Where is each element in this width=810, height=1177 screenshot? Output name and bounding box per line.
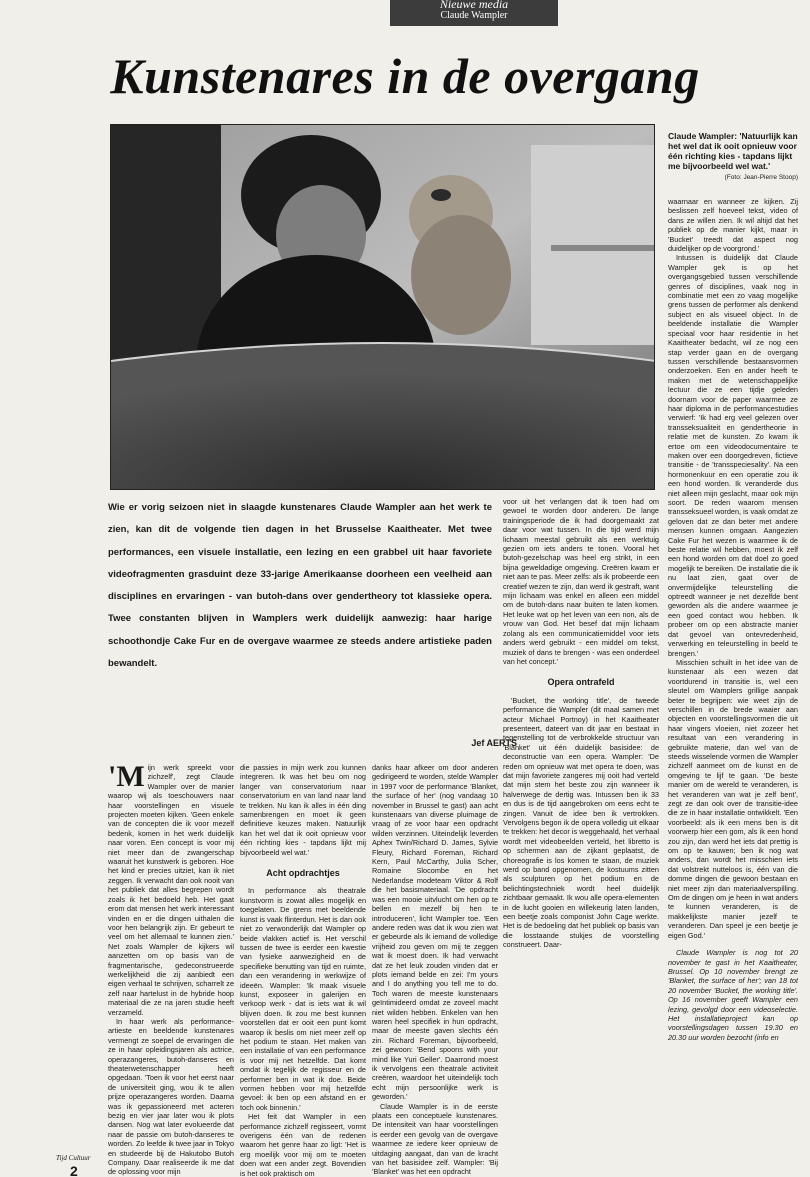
paragraph: voor uit het verlangen dat ik toen had om gewoel te worden door anderen. De lange trainingsperiode die ik had doorgemaakt zat daar voor wat tussen. In die tijd werd mijn lichaam meestal gebruikt als een werktuig gezien om iets anders te tonen. Vooral het butoh-gezelschap was heel erg strikt, in een bijna geweldadige omgeving. Creëren kwam er niet aan te pas. Meer zelfs: als ik probeerde een creatief wezen te zijn, dan werd ik gestraft, want mijn lichaam was enkel en alleen een middel om de butoh-dans naar buiten te laten komen. Het leuke wat op het leven van een non, als de vrouw van God. Het besef dat mijn lichaam zolang als een communicatiemiddel voor iets anders werd gebruikt - een middel om tekst, muziek of dans te brengen - was een onderdeel van het concept.' — [503, 497, 659, 666]
lead-paragraph: Wie er vorig seizoen niet in slaagde kunstenares Claude Wampler aan het werk te zien, kan dit de volgende tien dagen in het Brusselse Kaaitheater. Met twee performances, een visuele installatie, een lezing en een grabbel uit haar favoriete videofragmenten grasduint deze 33-jarige Amerikaanse doorheen een veelheid aan disciplines en ervaringen - van butoh-dans over gendertheory tot klassieke opera. Twee constanten blijven in Wamplers werk duidelijk aanwezig: haar harige schoothondje Cake Fur en de overgave waarmee ze steeds andere artistieke paden bewandelt. — [108, 502, 492, 670]
subheading: Acht opdrachtjes — [266, 868, 340, 879]
publication-mark: Tijd Cultuur — [56, 1154, 91, 1162]
middle-column — [503, 497, 659, 1177]
page-number: 2 — [70, 1163, 78, 1177]
section-label: Nieuwe media — [439, 0, 509, 11]
right-column — [668, 197, 798, 1172]
paragraph: waarnaar en wanneer ze kijken. Zij beslissen zelf hoeveel tekst, video of dans ze willen zien. Ik wil altijd dat het publiek op de manier kijkt, maar in 'Bucket' treedt dat aspect nog duidelijker op de voorgrond.' — [668, 197, 798, 254]
byline: Jef AERTS — [471, 738, 517, 748]
paragraph: In haar werk als performance-artieste en beeldende kunstenares vermengt ze soepel de ervaringen die ze in haar opleidingsjaren als actrice, operazangeres, butoh-danseres en theaterwetenschapper heeft opgedaan. 'Toen ik voor het eerst naar de universiteit ging, wou ik te allen prijze operazangeres worden. Daarna was ik gepassioneerd met acteren bezig en vier jaar later wou ik plots dansen. Nog wat later evolueerde dat naar de passie om butoh-danseres te worden. Zo leefde ik twee jaar in Tokyo en studeerde bij de Hakutobo Butoh Company. Daar realiseerde ik me dat de oplossing voor mijn — [108, 1016, 234, 1177]
paragraph: 'Bucket, the working title', de tweede performance die Wampler (dit maal samen met acteur Michael Portnoy) in het Kaaitheater presenteert, dateert van dit jaar en bestaat in tegenstelling tot de verbrokkelde structuur van 'Blanket' uit één duidelijk basisidee: de deconstructie van een opera. Wampler: 'De reden om opnieuw wat met opera te doen, was dat mijn favoriete zangeres mij ooit had verteld dat mijn stem het beste zou zijn wanneer ik halverwege de dertig was. Intussen ben ik 33 en dus is de tijd aangebroken om eens echt te zingen. Vanuit de idee ben ik vertrokken. Vervolgens begon ik de opera volledig uit elkaar te trekken: het decor is weggehaald, het verhaal wordt met videobeelden verteld, het libretto is op schermen aan de zijkant geplaatst, de choreografie is los komen te staan, de muziek werd op band opgenomen, de kostuums zitten als sculpturen op het podium en de belichtingstechniek wordt heel duidelijk zichtbaar gemaakt. Ik wou alle opera-elementen in de lucht gooien en willekeurig laten landen, een beetje zoals componist John Cage werkte. Het is de bedoeling dat het publiek op basis van die losstaande stukjes de voorstelling construeert. Daar- — [503, 695, 659, 950]
paragraph — [108, 763, 234, 1017]
paragraph: Intussen is duidelijk dat Claude Wampler gek is op het overgangsgebied tussen verschillende genres of disciplines, vaak nog in combinatie met een zo vaag mogelijke grens tussen de performer als denkend subject en als visueel object. In de beeldende installatie die Wampler speciaal voor haar residentie in het Kaaitheater bedacht, wil ze nog een stap verder gaan en de overgang tussen verschillende bestaansvormen onderzoeken. Een en ander heeft te maken met de wetenschappelijke lectuur die ze een tijdje geleden doornam voor de paper waarmee ze haar diploma in de performancestudies verwierf: 'Ik had erg veel gelezen over transseksualiteit en gendertheorie in relatie met de kunsten. Zo kwam ik ertoe om een videodocumentaire te maken over een doorgedreven, fictieve transitie - de 'transspeciesality'. Na een hormonenkuur en een operatie zou ik een hond worden. Ik veranderde dus niet alleen mijn geslacht, maar ook mijn soort. De reden waarom mensen transseksueel worden, is vaak omdat ze geloven dat ze dan beter met andere mensen kunnen omgaan. Aangezien Cake Fur het wezen is waarmee ik de beste relatie wil hebben, moest ik zelf een hond worden om dat doel zo goed mogelijk te bereiken. De installatie die ik nu laat zien, gaat over de onvermijdelijke teleurstelling die optreedt wanneer je net dezelfde bent geworden als die andere waarmee je een goed contact wou hebben. Ik probeer om op een abstracte manier dat gevoel van ontevredenheid, verwerking en teleurstelling in beeld te brengen.' — [668, 253, 798, 658]
caption-text: Claude Wampler: 'Natuurlijk kan het wel dat ik ooit opnieuw voor één richting kies - tapdans lijkt me bijvoorbeeld wel wat.' — [668, 131, 798, 171]
paragraph: Misschien schuilt in het idee van de kunstenaar als een wezen dat voortdurend in transitie is, wel een sleutel om Wamplers grillige aanpak beter te begrijpen: wie weet zijn de verschillen in de brede waaier aan objecten en voorstellingsvormen die uit haar vingers vloeien, niet zozeer het resultaat van een verandering in gebruikte materie, dan wel van de steeds wisselende vormen die Wampler zichzelf aanmeet om de kunst en de omgeving te lijf te gaan. 'De beste manier om de wereld te veranderen, is het veranderen van wat je zelf bent', zegt ze dan ook over de transitie-idee die ze in haar installatie ontwikkelt. 'Een voorbeeld: als ik een mens ben is dit voorwerp hier een gom, als ik een hond zou zijn, dan werd het iets dat prettig is om op te kauwen; ben ik nog wat anders, dan wordt het misschien iets dat volstrekt nutteloos is, één van die domme dingen die gewoon bestaan en niet meer zijn dan materiaalverspilling. Om de dingen om je heen in wat anders te kunnen veranderen, is de makkelijkste manier jezelf te veranderen. Dan speel je een beetje je eigen God.' — [668, 657, 798, 940]
drop-cap: 'M — [108, 763, 145, 793]
section-tab — [390, 0, 558, 26]
article-photo — [110, 124, 655, 490]
body-column-1 — [108, 763, 234, 1177]
paragraph: Het feit dat Wampler in een performance zichzelf regisseert, vormt overigens één van de redenen waarom het genre haar zo ligt: 'Het is erg moeilijk voor mij om te moeten doen wat een ander zegt. Bovendien is het ook praktisch om — [240, 1112, 366, 1177]
subheading: Opera ontrafeld — [547, 677, 615, 688]
photo-portrait-with-dog-icon — [111, 125, 655, 490]
info-box: Claude Wampler is nog tot 20 november te gast in het Kaaitheater, Brussel. Op 10 november brengt ze 'Blanket, the surface of her'; van 18 tot 20 november 'Bucket, the working title'. Op 16 november geeft Wampler een lezing, gevolgd door een videoselectie. Het installatieproject kan op voorstellingsdagen tussen 19.30 en 20.30 uur worden bezocht (info en — [668, 948, 798, 1042]
photo-credit: (Foto: Jean-Pierre Stoop) — [724, 174, 798, 181]
section-author: Claude Wampler — [440, 10, 508, 21]
paragraph: danks haar afkeer om door anderen gedirigeerd te worden, stelde Wampler in 1997 voor de performance 'Blanket, the surface of her' (nog vandaag 10 november in Brussel te gast) aan acht kunstenaars van diverse pluimage de vraag of ze voor haar een opdracht wilden verzinnen. Uiteindelijk leverden Aphex Twin/Richard D. James, Sylvie Fleury, Richard Foreman, Richard Kern, Paul McCarthy, Julia Scher, Romaine Slocombe en het Nederlandse modeteam Viktor & Rolf die het basismateriaal. 'De opdracht was een mooie uitvlucht om hen op te bellen en mezelf bij hen te introduceren', licht Wampler toe. 'Een andere reden was dat ik wou zien wat er gebeurde als ik iemand de volledige vrijheid zou geven om mij te zeggen wat ik moest doen. Ik had verwacht dat ze het leuk zouden vinden dat er plots iemand belde en zei: I'm yours and I do anything you tell me to do. Toch waren de meeste kunstenaars geïntimideerd omdat ze zoveel macht niet wilden hebben. Enkelen van hen waren heel specifiek in hun opdracht, maar de meeste gaven slechts één zin. Richard Foreman, bijvoorbeeld, zei gewoon: 'Bend spoons with your mind like Yuri Geller'. Daarrond moest ik vervolgens een theatrale activiteit creëren, waardoor het uiteindelijk toch echt mijn persoonlijke werk is geworden.' — [372, 763, 498, 1102]
photo-caption — [668, 131, 798, 183]
page-title: Kunstenares in de overgang — [110, 48, 700, 104]
paragraph: die passies in mijn werk zou kunnen integreren. Ik was het beu om nog langer van conservatorium naar conservatorium en van land naar land te trekken. Nu kan ik alles in één ding samenbrengen en moet ik geen definitieve keuzes maken. Natuurlijk kan het wel dat ik ooit opnieuw voor één richting kies - tapdans lijkt mij bijvoorbeeld wel wat.' — [240, 763, 366, 857]
paragraph: In performance als theatrale kunstvorm is zowat alles mogelijk en toegelaten. De grens met beeldende kunst is vaak flinterdun. Het is dan ook niet zo verwonderlijk dat Wampler op beide vlakken actief is. Het verschil tussen de twee is eerder een kwestie van fysieke aanwezigheid en de specifieke benutting van tijd en ruimte, dan een verandering in werkwijze of ideeën. Wampler: 'Ik maak visuele kunst, exposeer in galerijen en verkoop werk - dat is iets wat ik wil blijven doen. Ik zou me best kunnen voorstellen dat er ooit een punt komt waarop ik beslis om niet meer zelf op het podium te staan. Het maken van een installatie of van een performance is voor mij net hetzelfde. Dat komt omdat ik tegelijk de regisseur en de performer ben in wat ik doe. Beide vormen hebben voor mij hetzelfde gevoel: ik ben op een afstand en er toch ook binnenin.' — [240, 886, 366, 1112]
paragraph-text: ijn werk spreekt voor zichzelf', zegt Claude Wampler over de manier waarop wij als toeschouwers naar haar voorstellingen en visuele projecten moeten kijken. 'Geen enkele van de concepten die ik voor mezelf bedenk, komen in het werk duidelijk naar voren. Een concept is voor mij niet meer dan de zwangerschap waaruit het kunstwerk is geboren. Hoe het kind er precies uitziet, kan ik niet zeggen. Ik verwacht dan ook nooit van het publiek dat alles begrepen wordt zoals ik het bedoeld heb. Het gaat erom dat mensen het werk interessant vinden en er die dingen uithalen die voor hen belangrijk zijn. Er gebeurt te veel om het allemaal te kunnen zien.' Net zoals Wampler de kijkers wil aanzetten om op basis van de fragmentarische, gedeconstrueerde werkelijkheid die zij aanbiedt een eigen verhaal te schrijven, scharrelt ze zelf naar hartelust in de hybride hoop materiaal die ze na jaren studie heeft verzameld. — [108, 763, 234, 1017]
body-column-3 — [372, 763, 498, 1177]
paragraph: Claude Wampler is in de eerste plaats een conceptuele kunstenares. De intensiteit van haar voorstellingen is eerder een gevolg van de overgave waarmee ze iedere keer opnieuw de uitdaging aangaat, dan van de kracht van het basisidee zelf. Wampler: 'Bij 'Blanket' was het een opdracht — [372, 1101, 498, 1177]
body-column-2 — [240, 763, 366, 1177]
